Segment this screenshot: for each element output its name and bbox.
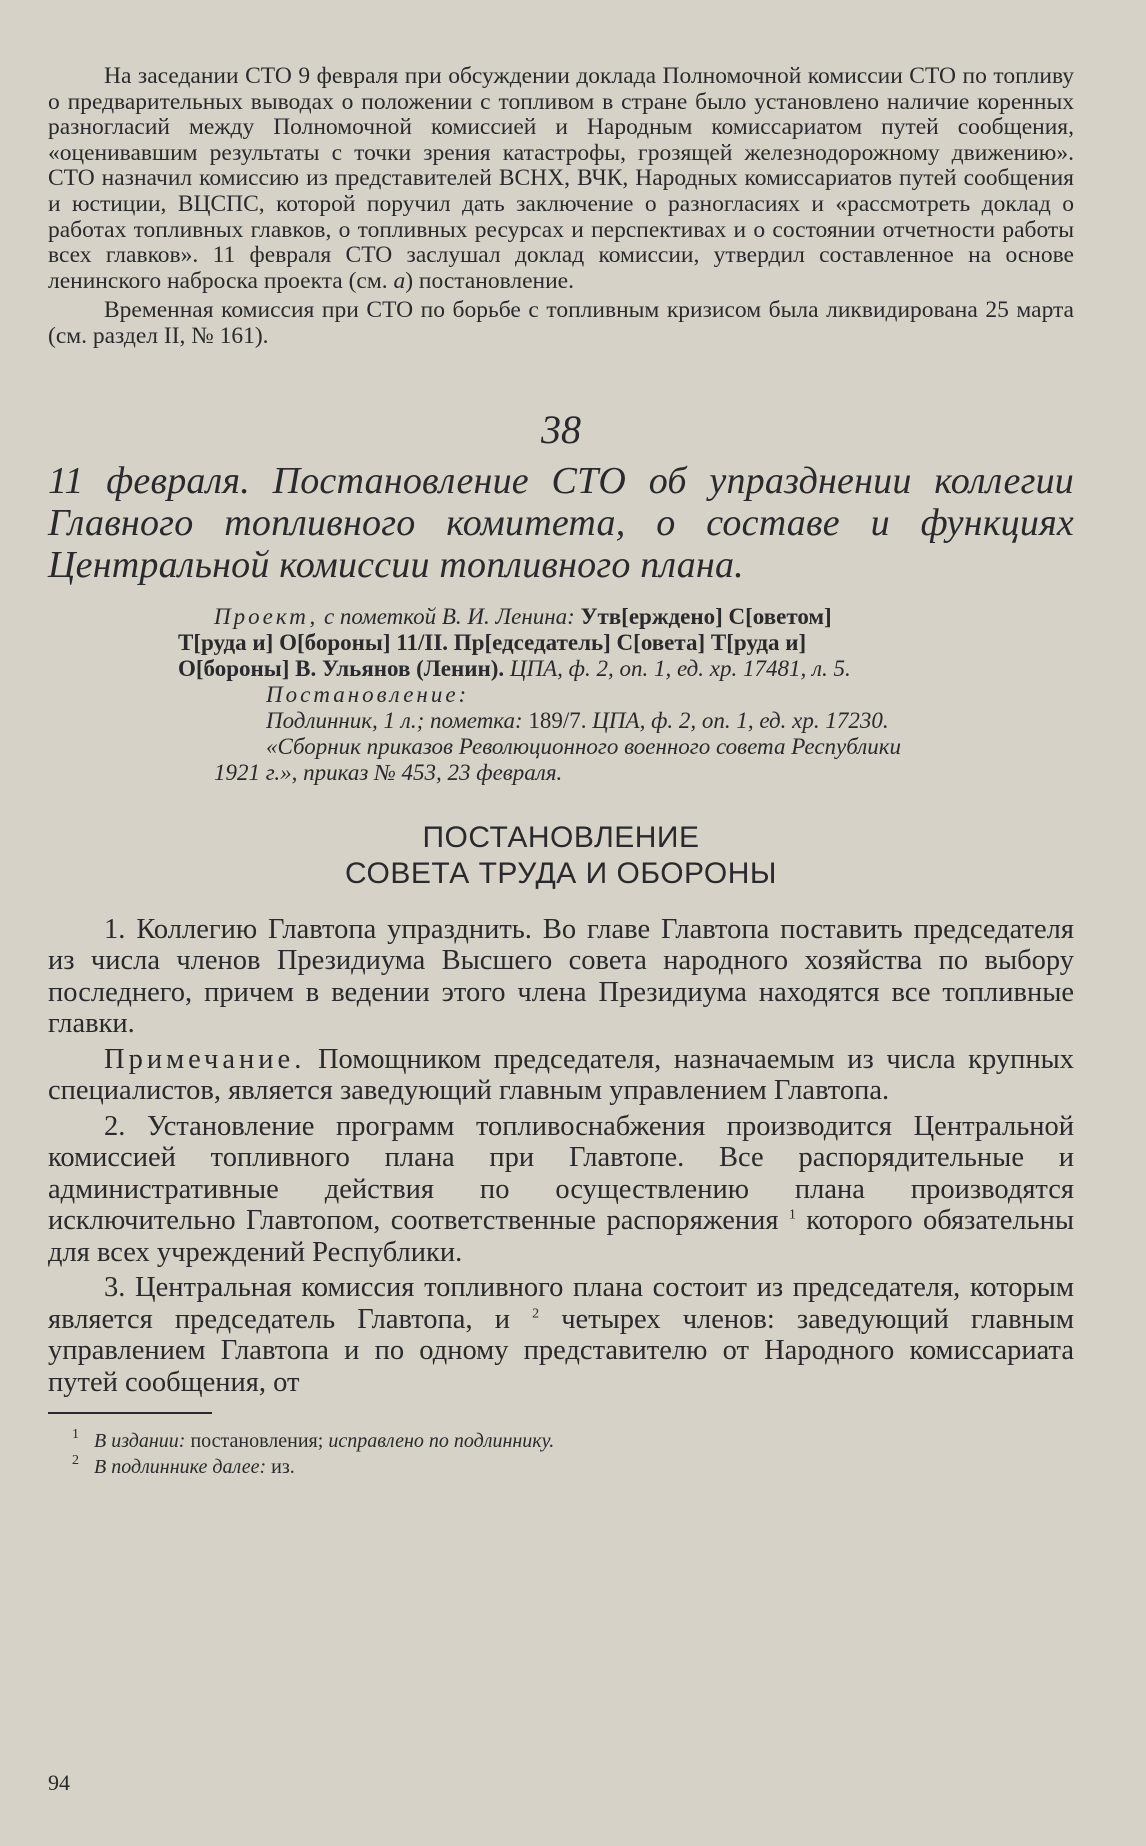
source-references bbox=[48, 604, 1074, 786]
editorial-note-paragraph: На заседании СТО 9 февраля при обсуждении доклада Полномочной комиссии СТО по топливу о предварительных выводах о положении с топливом в стране было установлено наличие коренных разногласий между Полномочной комиссией и Народным комиссариатом путей сообщения, «оценивавшим результаты с точки зрения катастрофы, грозящей железнодорожному движению». СТО назначил комиссию из представителей ВСНХ, ВЧК, Народных комиссариатов путей сообщения и юстиции, ВЦСПС, которой поручил дать заключение о разногласиях и «рассмотреть доклад о работах топливных главков, о топливных ресурсах и перспективах и о состоянии отчетности работы всех главков». 11 февраля СТО заслушал доклад комиссии, утвердил составленное на основе ленинского наброска проекта (см. а) постановление. bbox=[48, 63, 1074, 294]
footnote-divider bbox=[48, 1412, 212, 1414]
footnote: 1 В издании: постановления; исправлено по подлиннику. bbox=[72, 1427, 555, 1453]
footnote: 2 В подлиннике далее: из. bbox=[72, 1453, 295, 1479]
decree-paragraph: 1. Коллегию Главтопа упразднить. Во главе Главтопа поставить председателя из числа членов Президиума Высшего совета народного хозяйства по выбору последнего, причем в ведении этого члена Президиума находятся все топливные главки. bbox=[48, 913, 1074, 1040]
source-line: Проект, с пометкой В. И. Ленина: Утв[ерждено] С[оветом] bbox=[214, 603, 832, 629]
decree-paragraph: 2. Установление программ топливоснабжения производится Центральной комиссией топливного плана при Главтопе. Все распорядительные и административные действия по осуществлению плана производятся исключительно Главтопом, соответственные распоряжения $^1$ которого обязательны для всех учреждений Республики. bbox=[48, 1110, 1074, 1268]
source-line: «Сборник приказов Революционного военного совета Республики bbox=[266, 733, 902, 759]
decree-note: Примечание. Помощником председателя, назначаемым из числа крупных специалистов, является заведующий главным управлением Главтопа. bbox=[48, 1043, 1075, 1107]
document-title: 11 февраля. Постановление СТО об упразднении коллегии Главного топливного комитета, о составе и функциях Центральной комиссии топливного плана. bbox=[48, 459, 1074, 586]
book-page bbox=[48, 64, 1074, 1804]
source-line: Т[руда и] О[бороны] 11/II. Пр[едседатель] С[овета] Т[руда и] bbox=[178, 629, 807, 655]
source-line: 1921 г.», приказ № 453, 23 февраля. bbox=[214, 759, 563, 785]
decree-body bbox=[48, 914, 1074, 1399]
source-line: Подлинник, 1 л.; пометка: 189/7. ЦПА, ф. 2, оп. 1, ед. хр. 17230. bbox=[266, 707, 889, 733]
editorial-note-paragraph: Временная комиссия при СТО по борьбе с топливным кризисом была ликвидирована 25 марта (см. раздел II, № 161). bbox=[48, 297, 1074, 349]
editorial-note bbox=[48, 64, 1074, 350]
footnotes bbox=[48, 1428, 1074, 1480]
footnote-ref: 2 bbox=[532, 1306, 540, 1322]
decree-paragraph: 3. Центральная комиссия топливного плана состоит из председателя, которым является председатель Главтопа, и $^2$ четырех членов: заведующий главным управлением Главтопа и по одному представителю от Народного комиссариата путей сообщения, от bbox=[48, 1272, 1074, 1398]
source-line: О[бороны] В. Ульянов (Ленин). ЦПА, ф. 2, оп. 1, ед. хр. 17481, л. 5. bbox=[178, 655, 851, 681]
decree-heading: ПОСТАНОВЛЕНИЕ СОВЕТА ТРУДА И ОБОРОНЫ bbox=[345, 820, 777, 890]
source-line: Постановление: bbox=[266, 681, 470, 707]
footnote-ref: 1 bbox=[788, 1207, 796, 1223]
document-number: 38 bbox=[541, 406, 581, 452]
page-number: 94 bbox=[48, 1770, 70, 1795]
